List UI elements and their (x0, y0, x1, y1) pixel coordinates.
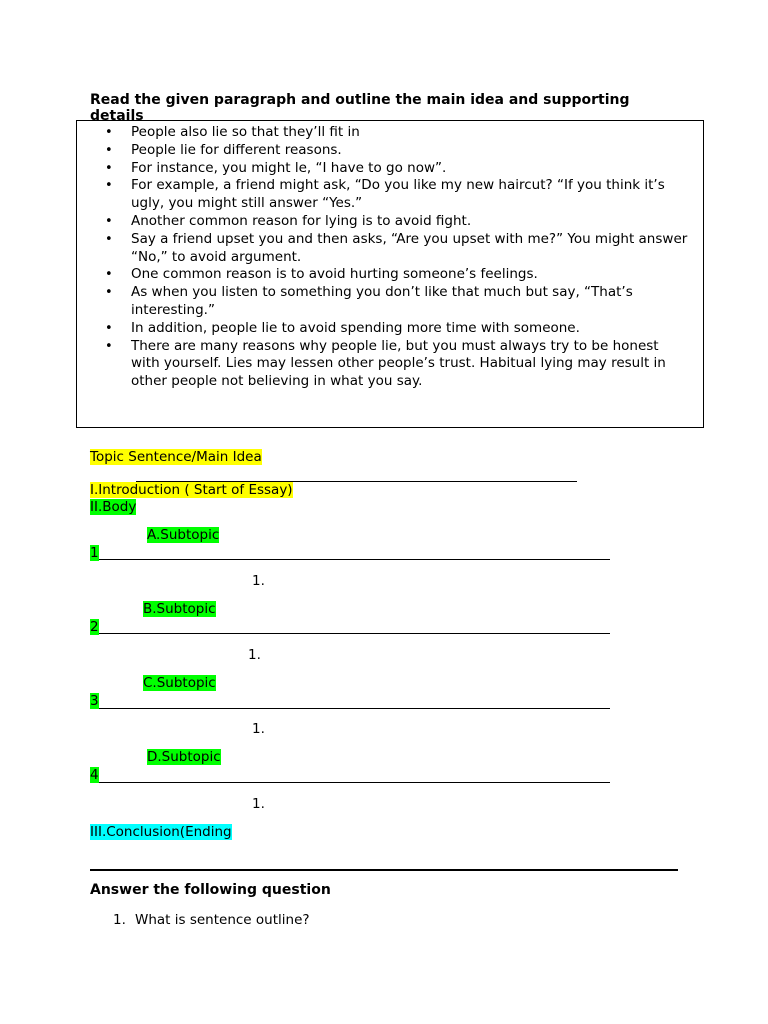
bullet-icon: • (105, 125, 113, 140)
subtopic-c-label (143, 675, 216, 691)
list-item (99, 266, 689, 284)
topic-sentence-text: Topic Sentence/Main Idea (90, 449, 262, 465)
bullet-icon: • (105, 231, 113, 247)
list-item-text: For instance, you might le, “I have to go now”. (131, 159, 447, 176)
subtopic-d-num-text: 4 (90, 767, 99, 783)
list-item (99, 284, 689, 320)
paragraph-box (76, 120, 704, 428)
bullet-icon: • (105, 320, 113, 336)
list-item-text: As when you listen to something you don’t like that much but say, “That’s interesting.” (131, 284, 633, 318)
subtopic-a-item: 1. (252, 573, 265, 589)
bullet-icon: • (105, 338, 113, 354)
body-text: II.Body (90, 499, 137, 515)
subtopic-a-label (147, 527, 219, 543)
subtopic-a-answer-line (99, 559, 610, 560)
subtopic-b-item: 1. (248, 647, 261, 663)
list-item (99, 231, 689, 267)
instruction-heading: Read the given paragraph and outline the main idea and supporting details (90, 92, 630, 124)
conclusion-label (90, 824, 232, 840)
subtopic-d-text: D.Subtopic (147, 749, 221, 765)
subtopic-c-number (90, 693, 99, 709)
subtopic-d-number (90, 767, 99, 783)
bullet-icon: • (105, 142, 113, 158)
subtopic-b-num-text: 2 (90, 619, 99, 635)
subtopic-a-number (90, 545, 99, 561)
subtopic-b-label (143, 601, 216, 617)
conclusion-text: III.Conclusion(Ending (90, 824, 232, 840)
subtopic-b-number (90, 619, 99, 635)
subtopic-c-text: C.Subtopic (143, 675, 216, 691)
list-item (99, 160, 689, 178)
bullet-icon: • (105, 285, 113, 301)
question-number: 1. (113, 912, 126, 928)
subtopic-b-text: B.Subtopic (143, 601, 216, 617)
bullet-icon: • (105, 267, 113, 283)
subtopic-d-label (147, 749, 221, 765)
list-item (99, 177, 689, 213)
subtopic-c-answer-line (99, 708, 610, 709)
list-item (99, 320, 689, 338)
list-item (99, 142, 689, 160)
list-item-text: Say a friend upset you and then asks, “Are you upset with me?” You might answer “No,” to avoid argument. (131, 230, 688, 265)
subtopic-a-text: A.Subtopic (147, 527, 220, 543)
question-text: What is sentence outline? (135, 912, 310, 928)
list-item-text: People lie for different reasons. (131, 141, 342, 158)
list-item (99, 124, 689, 142)
section-divider (90, 869, 678, 871)
subtopic-c-item: 1. (252, 721, 265, 737)
list-item-text: People also lie so that they’ll fit in (131, 124, 360, 140)
bullet-icon: • (105, 178, 113, 194)
subtopic-b-answer-line (99, 633, 610, 634)
subtopic-c-num-text: 3 (90, 693, 99, 709)
list-item (99, 338, 689, 391)
paragraph-list (99, 124, 689, 391)
intro-text: I.Introduction ( Start of Essay) (90, 482, 293, 498)
question-heading: Answer the following question (90, 882, 331, 898)
subtopic-d-item: 1. (252, 796, 265, 812)
list-item-text: There are many reasons why people lie, but you must always try to be honest with yourself. Lies may lessen other people’s trust. Habitual lying may result in other people not believing in what you say. (131, 337, 666, 390)
body-label (90, 499, 136, 515)
topic-sentence-label (90, 449, 262, 465)
bullet-icon: • (105, 160, 113, 176)
list-item-text: One common reason is to avoid hurting someone’s feelings. (131, 266, 538, 283)
subtopic-a-num-text: 1 (90, 545, 99, 561)
bullet-icon: • (105, 213, 113, 229)
intro-label (90, 482, 293, 498)
subtopic-d-answer-line (99, 782, 610, 783)
list-item (99, 213, 689, 231)
list-item-text: In addition, people lie to avoid spending more time with someone. (131, 319, 580, 336)
list-item-text: Another common reason for lying is to avoid fight. (131, 212, 472, 229)
list-item-text: For example, a friend might ask, “Do you like my new haircut? “If you think it’s ugly, you might still answer “Yes.” (131, 177, 665, 212)
